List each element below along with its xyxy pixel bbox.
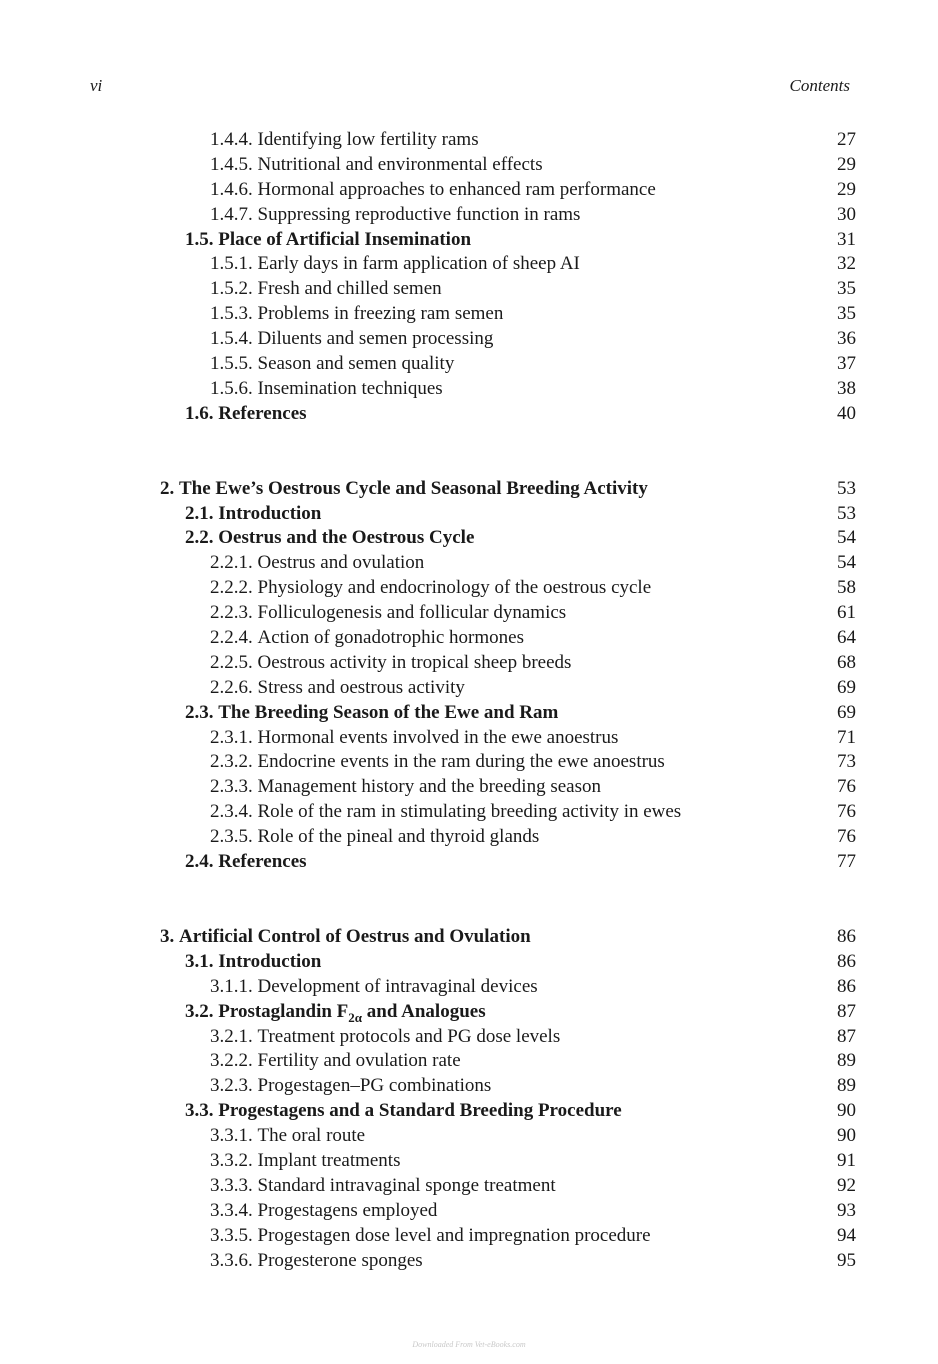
toc-entry-number: 3.1.1. bbox=[210, 975, 253, 997]
toc-subsection-entry bbox=[0, 601, 938, 626]
toc-subsection-entry bbox=[0, 1249, 938, 1274]
toc-entry-title: Oestrous activity in tropical sheep breeds bbox=[257, 651, 572, 673]
toc-subsection-entry bbox=[0, 800, 938, 825]
toc-subsection-entry bbox=[0, 352, 938, 377]
toc-entry-page: 86 bbox=[837, 975, 856, 997]
toc-subsection-entry bbox=[0, 651, 938, 676]
toc-entry-title: Treatment protocols and PG dose levels bbox=[257, 1025, 561, 1047]
toc-subsection-entry bbox=[0, 676, 938, 701]
toc-entry-page: 32 bbox=[837, 253, 856, 275]
toc-entry-page: 37 bbox=[837, 353, 856, 375]
toc-entry-title: Fresh and chilled semen bbox=[257, 278, 442, 300]
toc-subsection-entry bbox=[0, 153, 938, 178]
toc-entry-number: 3.2.2. bbox=[210, 1050, 253, 1072]
toc-entry-number: 3.3. bbox=[185, 1100, 214, 1122]
toc-chapter-entry bbox=[0, 925, 938, 950]
toc-entry-page: 71 bbox=[837, 726, 856, 748]
toc-entry-title: Insemination techniques bbox=[257, 377, 443, 399]
toc-entry-page: 94 bbox=[837, 1224, 856, 1246]
toc-entry-title: Role of the ram in stimulating breeding activity in ewes bbox=[257, 801, 682, 823]
section-gap bbox=[0, 875, 938, 925]
toc-entry-title: Stress and oestrous activity bbox=[257, 676, 465, 698]
toc-section-entry bbox=[0, 701, 938, 726]
toc-subsection-entry bbox=[0, 1025, 938, 1050]
toc-entry-title: Implant treatments bbox=[257, 1149, 401, 1171]
toc-entry-page: 29 bbox=[837, 178, 856, 200]
toc-entry-title: Standard intravaginal sponge treatment bbox=[257, 1174, 556, 1196]
toc-entry-number: 3.1. bbox=[185, 950, 214, 972]
toc-entry-number: 2.2.6. bbox=[210, 676, 253, 698]
toc-entry-page: 54 bbox=[837, 552, 856, 574]
toc-entry-number: 2.1. bbox=[185, 502, 214, 524]
toc-entry-page: 89 bbox=[837, 1050, 856, 1072]
toc-entry-page: 91 bbox=[837, 1149, 856, 1171]
toc-subsection-entry bbox=[0, 775, 938, 800]
toc-entry-number: 2.4. bbox=[185, 851, 214, 873]
toc-subsection-entry bbox=[0, 1049, 938, 1074]
toc-entry-number: 3.3.2. bbox=[210, 1149, 253, 1171]
toc-entry-page: 40 bbox=[837, 402, 856, 424]
toc-subsection-entry bbox=[0, 302, 938, 327]
toc-entry-number: 1.5.4. bbox=[210, 328, 253, 350]
toc-entry-title: Action of gonadotrophic hormones bbox=[257, 627, 524, 649]
toc-entry-title: Prostaglandin F bbox=[218, 1000, 349, 1022]
toc-entry-page: 69 bbox=[837, 701, 856, 723]
toc-subsection-entry bbox=[0, 1124, 938, 1149]
toc-entry-title: Nutritional and environmental effects bbox=[257, 153, 543, 175]
toc-entry-number: 1.4.7. bbox=[210, 203, 253, 225]
toc-entry-number: 1.5.3. bbox=[210, 303, 253, 325]
toc-subsection-entry bbox=[0, 576, 938, 601]
toc-entry-page: 92 bbox=[837, 1174, 856, 1196]
toc-entry-title: References bbox=[218, 851, 307, 873]
toc-entry-page: 89 bbox=[837, 1075, 856, 1097]
toc-entry-title: Early days in farm application of sheep AI bbox=[257, 253, 580, 275]
toc-chapter-entry bbox=[0, 477, 938, 502]
toc-entry-title: Oestrus and ovulation bbox=[257, 552, 425, 574]
running-title: Contents bbox=[789, 76, 850, 95]
section-gap bbox=[0, 427, 938, 477]
toc-entry-page: 87 bbox=[837, 1025, 856, 1047]
toc-subsection-entry bbox=[0, 178, 938, 203]
toc-entry-number: 2. bbox=[160, 477, 175, 499]
toc-entry-number: 1.4.5. bbox=[210, 153, 253, 175]
toc-entry-title-continued: and Analogues bbox=[362, 1000, 486, 1022]
toc-entry-page: 90 bbox=[837, 1100, 856, 1122]
toc-entry-number: 2.3.5. bbox=[210, 826, 253, 848]
toc-entry-page: 90 bbox=[837, 1125, 856, 1147]
toc-entry-title: Progestagens employed bbox=[257, 1199, 438, 1221]
toc-section-entry bbox=[0, 1000, 938, 1025]
toc-entry-title: Progestagen–PG combinations bbox=[257, 1075, 492, 1097]
toc-subsection-entry bbox=[0, 750, 938, 775]
toc-entry-title: Place of Artificial Insemination bbox=[218, 228, 472, 250]
toc-subsection-entry bbox=[0, 327, 938, 352]
toc-entry-page: 64 bbox=[837, 627, 856, 649]
toc-entry-number: 1.5.5. bbox=[210, 353, 253, 375]
toc-entry-number: 2.2.4. bbox=[210, 627, 253, 649]
toc-entry-page: 68 bbox=[837, 651, 856, 673]
toc-entry-number: 2.2.2. bbox=[210, 577, 253, 599]
toc-entry-number: 3.3.6. bbox=[210, 1249, 253, 1271]
toc-entry-number: 3.3.4. bbox=[210, 1199, 253, 1221]
toc-section-entry bbox=[0, 950, 938, 975]
toc-entry-page: 30 bbox=[837, 203, 856, 225]
toc-subsection-entry bbox=[0, 726, 938, 751]
toc-entry-title: Endocrine events in the ram during the ewe anoestrus bbox=[257, 751, 665, 773]
toc-subsection-entry bbox=[0, 975, 938, 1000]
toc-entry-number: 2.3.4. bbox=[210, 801, 253, 823]
toc-entry-page: 27 bbox=[837, 129, 856, 150]
toc-entry-title: Introduction bbox=[218, 950, 322, 972]
toc-entry-number: 3.3.5. bbox=[210, 1224, 253, 1246]
toc-entry-page: 35 bbox=[837, 303, 856, 325]
toc-entry-page: 76 bbox=[837, 776, 856, 798]
toc-entry-title: Oestrus and the Oestrous Cycle bbox=[218, 527, 475, 549]
toc-entry-number: 2.2.5. bbox=[210, 651, 253, 673]
toc-section-entry bbox=[0, 228, 938, 253]
toc-entry-title: The Breeding Season of the Ewe and Ram bbox=[218, 701, 559, 723]
toc-entry-title: Identifying low fertility rams bbox=[257, 129, 479, 150]
toc-entry-page: 31 bbox=[837, 228, 856, 250]
toc-entry-number: 1.5.1. bbox=[210, 253, 253, 275]
toc-entry-page: 35 bbox=[837, 278, 856, 300]
toc-subsection-entry bbox=[0, 1074, 938, 1099]
toc-entry-title: References bbox=[218, 402, 307, 424]
toc-entry-number: 2.3.1. bbox=[210, 726, 253, 748]
toc-entry-page: 87 bbox=[837, 1000, 856, 1022]
toc-entry-page: 76 bbox=[837, 826, 856, 848]
toc-subsection-entry bbox=[0, 825, 938, 850]
toc-entry-number: 3.3.1. bbox=[210, 1125, 253, 1147]
toc-entry-number: 2.2. bbox=[185, 527, 214, 549]
toc-entry-number: 1.6. bbox=[185, 402, 214, 424]
toc-entry-number: 2.3.2. bbox=[210, 751, 253, 773]
toc-subsection-entry bbox=[0, 203, 938, 228]
toc-entry-title: The oral route bbox=[257, 1125, 366, 1147]
toc-entry-page: 38 bbox=[837, 377, 856, 399]
toc-section-entry bbox=[0, 402, 938, 427]
toc-entry-title: Introduction bbox=[218, 502, 322, 524]
toc-subsection-entry bbox=[0, 377, 938, 402]
toc-subsection-entry bbox=[0, 252, 938, 277]
toc-entry-title: Development of intravaginal devices bbox=[257, 975, 538, 997]
toc-entry-title: Diluents and semen processing bbox=[257, 328, 494, 350]
toc-entry-title: Progestagen dose level and impregnation procedure bbox=[257, 1224, 651, 1246]
toc-entry-title: Progesterone sponges bbox=[257, 1249, 423, 1271]
toc-entry-page: 93 bbox=[837, 1199, 856, 1221]
toc-entry-title: Progestagens and a Standard Breeding Procedure bbox=[218, 1100, 622, 1122]
toc-subsection-entry bbox=[0, 626, 938, 651]
toc-entry-title: Fertility and ovulation rate bbox=[257, 1050, 461, 1072]
toc-entry-number: 3. bbox=[160, 925, 175, 947]
toc-subsection-entry bbox=[0, 551, 938, 576]
toc-entry-number: 3.2.3. bbox=[210, 1075, 253, 1097]
toc-section-entry bbox=[0, 850, 938, 875]
toc-entry-title: Artificial Control of Oestrus and Ovulation bbox=[179, 925, 531, 947]
toc-entry-title-subscript: 2α bbox=[348, 1009, 363, 1025]
toc-subsection-entry bbox=[0, 128, 938, 153]
toc-entry-page: 77 bbox=[837, 851, 856, 873]
toc-entry-title: Season and semen quality bbox=[257, 353, 455, 375]
toc-entry-number: 1.4.4. bbox=[210, 129, 253, 150]
toc-entry-number: 1.5. bbox=[185, 228, 214, 250]
toc-section-entry bbox=[0, 526, 938, 551]
toc-entry-number: 2.3.3. bbox=[210, 776, 253, 798]
toc-entry-page: 69 bbox=[837, 676, 856, 698]
toc-entry-title: Hormonal events involved in the ewe anoestrus bbox=[257, 726, 619, 748]
toc-subsection-entry bbox=[0, 1224, 938, 1249]
toc-entry-title: Folliculogenesis and follicular dynamics bbox=[257, 602, 567, 624]
toc-entry-page: 86 bbox=[837, 950, 856, 972]
toc-subsection-entry bbox=[0, 1199, 938, 1224]
toc-entry-title: Management history and the breeding season bbox=[257, 776, 601, 798]
toc-entry-page: 36 bbox=[837, 328, 856, 350]
toc-subsection-entry bbox=[0, 277, 938, 302]
toc-entry-page: 76 bbox=[837, 801, 856, 823]
toc-entry-number: 1.4.6. bbox=[210, 178, 253, 200]
table-of-contents bbox=[0, 128, 938, 1273]
toc-section-entry bbox=[0, 502, 938, 527]
toc-entry-page: 73 bbox=[837, 751, 856, 773]
toc-entry-page: 86 bbox=[837, 925, 856, 947]
toc-entry-number: 2.3. bbox=[185, 701, 214, 723]
footer-watermark: Downloaded From Vet-eBooks.com bbox=[412, 1340, 526, 1349]
toc-entry-title: Hormonal approaches to enhanced ram performance bbox=[257, 178, 656, 200]
toc-entry-page: 53 bbox=[837, 477, 856, 499]
toc-entry-page: 29 bbox=[837, 153, 856, 175]
page-number: vi bbox=[90, 76, 103, 95]
toc-entry-title: Suppressing reproductive function in rams bbox=[257, 203, 581, 225]
toc-entry-number: 1.5.2. bbox=[210, 278, 253, 300]
toc-entry-number: 3.2.1. bbox=[210, 1025, 253, 1047]
toc-entry-page: 95 bbox=[837, 1249, 856, 1271]
toc-entry-title: Role of the pineal and thyroid glands bbox=[257, 826, 540, 848]
toc-entry-title: Physiology and endocrinology of the oestrous cycle bbox=[257, 577, 652, 599]
toc-entry-number: 2.2.1. bbox=[210, 552, 253, 574]
toc-entry-title: Problems in freezing ram semen bbox=[257, 303, 504, 325]
toc-entry-number: 3.3.3. bbox=[210, 1174, 253, 1196]
toc-section-entry bbox=[0, 1099, 938, 1124]
toc-entry-page: 53 bbox=[837, 502, 856, 524]
toc-subsection-entry bbox=[0, 1174, 938, 1199]
toc-entry-page: 54 bbox=[837, 527, 856, 549]
toc-subsection-entry bbox=[0, 1149, 938, 1174]
toc-entry-page: 61 bbox=[837, 602, 856, 624]
toc-entry-page: 58 bbox=[837, 577, 856, 599]
toc-entry-number: 1.5.6. bbox=[210, 377, 253, 399]
toc-entry-number: 3.2. bbox=[185, 1000, 214, 1022]
toc-entry-title: The Ewe’s Oestrous Cycle and Seasonal Breeding Activity bbox=[179, 477, 648, 499]
toc-entry-number: 2.2.3. bbox=[210, 602, 253, 624]
